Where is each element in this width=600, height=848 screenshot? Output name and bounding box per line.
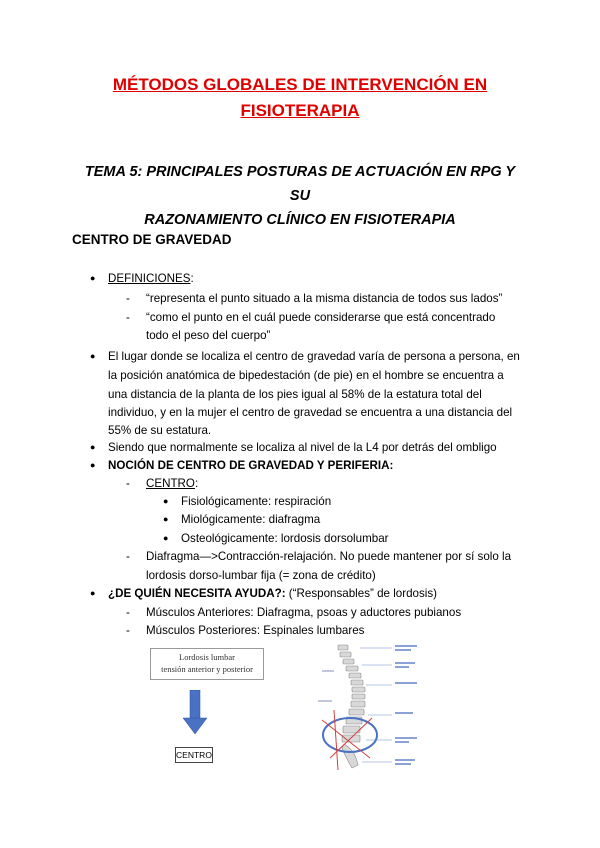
definiciones-label: DEFINICIONES [108,272,191,285]
definicion-2-line-1: “como el punto en el cuál puede considerarse que está concentrado [146,311,496,324]
ayuda-item-2: Músculos Posteriores: Espinales lumbares [146,624,365,637]
down-arrow-icon [183,690,207,734]
definiciones-heading [108,269,194,288]
bullet-icon: ● [90,442,96,452]
bullet-icon: ● [163,514,169,524]
definicion-2-line-2: todo el peso del cuerpo” [146,329,271,342]
lordosis-label-line-2: tensión anterior y posterior [161,664,253,674]
ayuda-heading: ¿DE QUIÉN NECESITA AYUDA?: [108,587,286,600]
annotation-marks-left [318,670,334,702]
definicion-1: “representa el punto situado a la misma distancia de todos sus lados” [146,292,503,305]
dash-icon: - [126,550,130,563]
centro-heading [146,474,198,493]
dash-icon: - [126,311,130,324]
centro-sub-3: Osteológicamente: lordosis dorsolumbar [181,532,389,545]
lordosis-label-box [150,648,264,680]
centro-sub-1: Fisiológicamente: respiración [181,495,332,508]
definiciones-colon: : [190,272,194,285]
bullet-icon: ● [90,351,96,361]
paragraph-line-1: El lugar donde se localiza el centro de gravedad varía de persona a persona, en [108,350,520,363]
title-line-2: FISIOTERAPIA [240,101,360,120]
ayuda-item-1: Músculos Anteriores: Diafragma, psoas y aductores pubianos [146,606,462,619]
document-subtitle [80,160,520,232]
dash-icon: - [126,292,130,305]
dash-icon: - [126,624,130,637]
title-line-1: MÉTODOS GLOBALES DE INTERVENCIÓN EN [112,75,488,94]
nocion-heading: NOCIÓN DE CENTRO DE GRAVEDAD Y PERIFERIA: [108,459,394,472]
l4-text: Siendo que normalmente se localiza al nivel de la L4 por detrás del ombligo [108,441,497,454]
dash-icon: - [126,606,130,619]
ayuda-heading-rest: (“Responsables” de lordosis) [285,587,438,600]
spine-illustration [300,640,430,775]
centro-box: CENTRO [175,747,213,763]
bullet-icon: ● [90,460,96,470]
bullet-icon: ● [90,273,96,283]
subtitle-line-2: RAZONAMIENTO CLÍNICO EN FISIOTERAPIA [144,212,456,228]
paragraph-line-5: 55% de su estatura. [108,424,212,437]
paragraph-line-3: una distancia de la planta de los pies igual al 58% de la estatura total del [108,388,482,401]
diafragma-line-2: lordosis dorso-lumbar fija (= zona de crédito) [146,569,376,582]
bullet-icon: ● [90,588,96,598]
paragraph-line-4: individuo, y en la mujer el centro de gravedad se encuentra a una distancia del [108,406,513,419]
ayuda-heading-line [108,584,437,603]
annotation-marks [395,645,417,765]
bullet-icon: ● [163,496,169,506]
centro-sub-2: Miológicamente: diafragma [181,513,321,526]
spine-vertebrae [338,645,365,768]
document-title [70,72,530,124]
diafragma-line-1: Diafragma—>Contracción-relajación. No puede mantener por sí solo la [146,550,512,563]
lordosis-label-line-1: Lordosis lumbar [179,652,235,662]
bullet-icon: ● [163,533,169,543]
subtitle-line-1: TEMA 5: PRINCIPALES POSTURAS DE ACTUACIÓN EN RPG Y SU [84,164,516,204]
centro-label: CENTRO [146,477,195,490]
dash-icon: - [126,477,130,490]
paragraph-line-2: la posición anatómica de bipedestación (de pie) en el hombre se encuentra a [108,369,504,382]
section-heading: CENTRO DE GRAVEDAD [72,232,232,247]
centro-colon: : [194,477,199,490]
